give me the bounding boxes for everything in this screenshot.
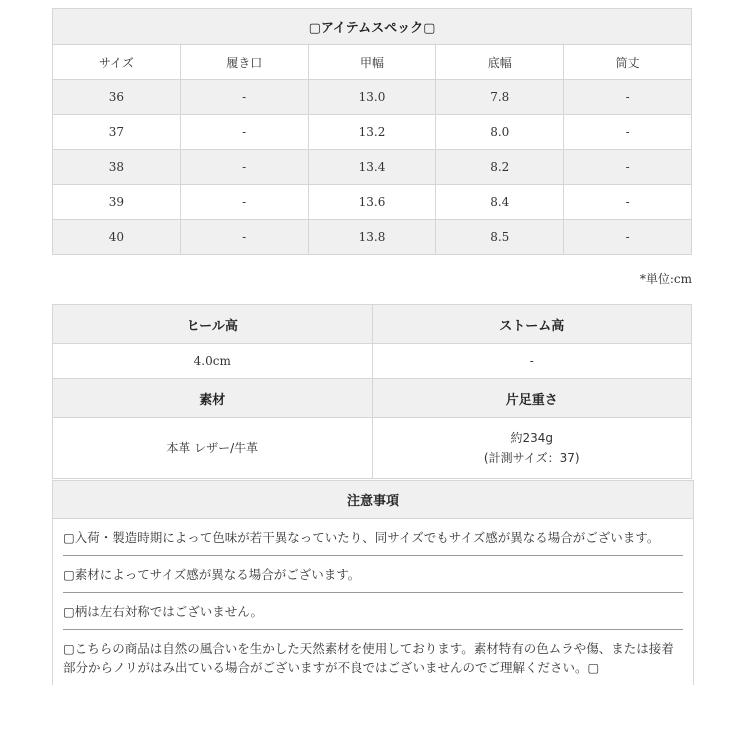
opening-cell: - — [180, 115, 308, 150]
note-item: ▢柄は左右対称ではございません。 — [63, 593, 683, 630]
material-label: 素材 — [53, 379, 373, 418]
shaft-cell: - — [564, 150, 692, 185]
spec-title: ▢アイテムスペック▢ — [53, 9, 692, 45]
weight-measure-size: (計測サイズ：37) — [483, 451, 580, 465]
table-row — [53, 150, 692, 185]
weight-value — [372, 418, 692, 479]
opening-cell: - — [180, 220, 308, 255]
storm-height-value: - — [372, 344, 692, 379]
note-item: ▢素材によってサイズ感が異なる場合がございます。 — [63, 556, 683, 593]
instep-cell: 13.6 — [308, 185, 436, 220]
col-header-shaft-height: 筒丈 — [564, 45, 692, 80]
col-header-size: サイズ — [53, 45, 181, 80]
material-value: 本革 レザー/牛革 — [53, 418, 373, 479]
notes-section — [52, 480, 694, 685]
notes-title: 注意事項 — [53, 481, 693, 519]
instep-cell: 13.2 — [308, 115, 436, 150]
opening-cell: - — [180, 80, 308, 115]
col-header-instep-width: 甲幅 — [308, 45, 436, 80]
note-item: ▢こちらの商品は自然の風合いを生かした天然素材を使用しております。素材特有の色ムラや傷、または接着部分からノリがはみ出ている場合がございますが不良ではございませんのでご理解ください。▢ — [63, 641, 674, 675]
instep-cell: 13.0 — [308, 80, 436, 115]
heel-height-value: 4.0cm — [53, 344, 373, 379]
shaft-cell: - — [564, 115, 692, 150]
note-item: ▢入荷・製造時期によって色味が若干異なっていたり、同サイズでもサイズ感が異なる場合がございます。 — [63, 519, 683, 556]
sole-cell: 8.5 — [436, 220, 564, 255]
table-row — [53, 185, 692, 220]
item-spec-table — [52, 8, 692, 255]
instep-cell: 13.4 — [308, 150, 436, 185]
table-row — [53, 220, 692, 255]
col-header-opening: 履き口 — [180, 45, 308, 80]
table-row — [53, 115, 692, 150]
size-cell: 37 — [53, 115, 181, 150]
sole-cell: 8.0 — [436, 115, 564, 150]
opening-cell: - — [180, 185, 308, 220]
heel-height-label: ヒール高 — [53, 305, 373, 344]
instep-cell: 13.8 — [308, 220, 436, 255]
item-info-table — [52, 304, 692, 479]
size-cell: 39 — [53, 185, 181, 220]
unit-note: *単位:cm — [639, 272, 692, 286]
col-header-sole-width: 底幅 — [436, 45, 564, 80]
size-cell: 36 — [53, 80, 181, 115]
storm-height-label: ストーム高 — [372, 305, 692, 344]
table-row — [53, 80, 692, 115]
sole-cell: 8.4 — [436, 185, 564, 220]
spec-header-row — [53, 45, 692, 80]
size-cell: 40 — [53, 220, 181, 255]
weight-value-line: 約234g — [510, 431, 554, 445]
sole-cell: 7.8 — [436, 80, 564, 115]
sole-cell: 8.2 — [436, 150, 564, 185]
size-cell: 38 — [53, 150, 181, 185]
shaft-cell: - — [564, 80, 692, 115]
opening-cell: - — [180, 150, 308, 185]
shaft-cell: - — [564, 220, 692, 255]
shaft-cell: - — [564, 185, 692, 220]
weight-label: 片足重さ — [372, 379, 692, 418]
